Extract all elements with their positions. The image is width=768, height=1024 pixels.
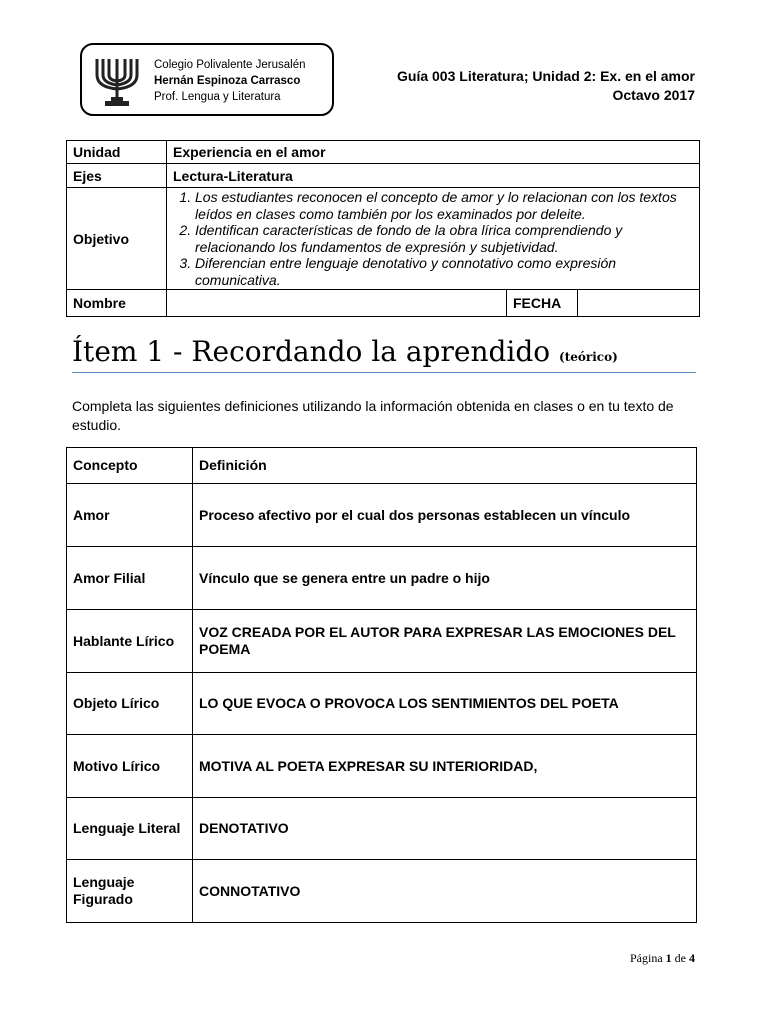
concept-cell: Lenguaje Figurado: [67, 860, 193, 923]
definition-cell: Proceso afectivo por el cual dos personas establecen un vínculo: [193, 484, 697, 547]
table-row: [67, 860, 697, 923]
guide-grade: Octavo 2017: [612, 87, 695, 103]
objetivo-value: [167, 188, 700, 290]
concept-cell: Motivo Lírico: [67, 735, 193, 798]
concept-cell: Hablante Lírico: [67, 610, 193, 673]
guide-header: [397, 67, 695, 105]
table-row: [67, 610, 697, 673]
definitions-header-row: [67, 448, 697, 484]
teacher-name: Hernán Espinoza Carrasco: [154, 75, 301, 87]
section-title-text: Ítem 1 - Recordando la aprendido: [72, 335, 551, 368]
table-row: [67, 673, 697, 735]
definition-cell: CONNOTATIVO: [193, 860, 697, 923]
concept-cell: Amor Filial: [67, 547, 193, 610]
page-word: Página: [630, 951, 663, 965]
section-subtitle: (teórico): [559, 350, 618, 364]
header-concept: Concepto: [67, 448, 193, 484]
section-title: [72, 335, 696, 373]
teacher-subject: Prof. Lengua y Literatura: [154, 91, 281, 103]
concept-cell: Amor: [67, 484, 193, 547]
page-footer: [630, 951, 695, 966]
fecha-label: FECHA: [507, 290, 578, 317]
unidad-value: Experiencia en el amor: [167, 141, 700, 164]
menorah-icon: [91, 53, 143, 109]
objectives-list: [173, 189, 693, 288]
definition-cell: LO QUE EVOCA O PROVOCA LOS SENTIMIENTOS DEL POETA: [193, 673, 697, 735]
unidad-label: Unidad: [67, 141, 167, 164]
concept-cell: Lenguaje Literal: [67, 798, 193, 860]
objective-item: 2. Identifican características de fondo de la obra lírica comprendiendo y relacionando los fundamentos de expresión y subjetividad.: [195, 222, 693, 255]
concept-cell: Objeto Lírico: [67, 673, 193, 735]
definition-cell: VOZ CREADA POR EL AUTOR PARA EXPRESAR LAS EMOCIONES DEL POEMA: [193, 610, 697, 673]
info-row-ejes: [67, 164, 700, 188]
ejes-label: Ejes: [67, 164, 167, 188]
guide-title: Guía 003 Literatura; Unidad 2: Ex. en el amor: [397, 68, 695, 84]
objective-item: 1. Los estudiantes reconocen el concepto de amor y lo relacionan con los textos leídos en clases como también por los examinados por deleite.: [195, 189, 693, 222]
definition-cell: MOTIVA AL POETA EXPRESAR SU INTERIORIDAD,: [193, 735, 697, 798]
nombre-field[interactable]: [167, 290, 507, 317]
definition-cell: Vínculo que se genera entre un padre o hijo: [193, 547, 697, 610]
header-definition: Definición: [193, 448, 697, 484]
info-row-unidad: [67, 141, 700, 164]
nombre-label: Nombre: [67, 290, 167, 317]
instructions-text: Completa las siguientes definiciones utilizando la información obtenida en clases o en tu texto de estudio.: [72, 398, 674, 433]
page-current: 1: [665, 951, 672, 965]
info-row-nombre: [67, 290, 700, 317]
ejes-value: Lectura-Literatura: [167, 164, 700, 188]
info-table: [66, 140, 700, 317]
definitions-table: [66, 447, 697, 923]
table-row: [67, 484, 697, 547]
school-name: Colegio Polivalente Jerusalén: [154, 59, 306, 71]
fecha-field[interactable]: [578, 290, 700, 317]
objetivo-label: Objetivo: [67, 188, 167, 290]
table-row: [67, 798, 697, 860]
table-row: [67, 735, 697, 798]
page-of: de: [674, 951, 686, 965]
definition-cell: DENOTATIVO: [193, 798, 697, 860]
school-logo: [80, 43, 334, 116]
info-row-objetivo: [67, 188, 700, 290]
table-row: [67, 547, 697, 610]
objective-item: 3. Diferencian entre lenguaje denotativo y connotativo como expresión comunicativa.: [195, 255, 693, 288]
page-total: 4: [689, 951, 695, 965]
